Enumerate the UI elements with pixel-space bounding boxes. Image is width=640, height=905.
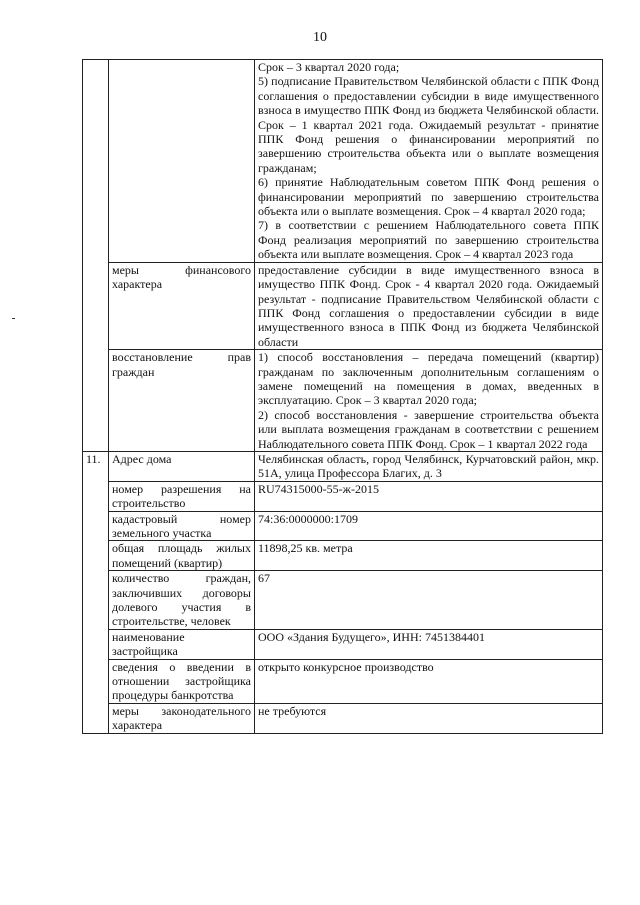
paragraph: 2) способ восстановления - завершение строительства объекта или выплата возмещения гражданам в соответствии с решением Наблюдательного совета ППК Фонд. Срок – 1 квартал 2022 года <box>258 407 599 451</box>
row-value: ООО «Здания Будущего», ИНН: 7451384401 <box>255 629 603 659</box>
row-number-cell <box>83 60 109 452</box>
paragraph: 5) подписание Правительством Челябинской области с ППК Фонд соглашения о предоставлении субсидии в виде имущественного взноса в имущество ППК Фонд из бюджета Челябинской области. Срок – 1 квартал 2021 года. Ожидаемый результат - принятие ППК Фонд решения о финансировании мероприятий по завершению строительства объекта или о выплате возмещения гражданам; <box>258 74 599 175</box>
row-value: открыто конкурсное производство <box>255 659 603 703</box>
paragraph: предоставление субсидии в виде имущественного взноса в имущество ППК Фонд. Срок - 4 квартал 2020 года. Ожидаемый результат - подписание Правительством Челябинской области с ППК Фонд соглашения о предоставлении субсидии в виде имущественного взноса в ППК Фонд из бюджета Челябинской области <box>258 262 599 349</box>
paragraph: 7) в соответствии с решением Наблюдательного совета ППК Фонд реализация мероприятий по завершению строительства объекта или выплате возмещения. Срок – 4 квартал 2023 года <box>258 218 599 262</box>
row-label: меры финансового характера <box>109 262 255 349</box>
project-table <box>82 59 603 734</box>
margin-mark <box>12 318 15 319</box>
paragraph: 1) способ восстановления – передача помещений (квартир) гражданам по заключенным дополнительным соглашениям о замене помещений на помещения в домах, введенных в эксплуатацию. Срок – 3 квартал 2020 года; <box>258 350 599 408</box>
table-row <box>83 262 603 349</box>
row-label: восстановление прав граждан <box>109 350 255 452</box>
row-label: общая площадь жилых помещений (квартир) <box>109 541 255 571</box>
row-value <box>255 60 603 263</box>
table-row <box>83 541 603 571</box>
table-row <box>83 60 603 263</box>
row-value: 67 <box>255 571 603 630</box>
row-value: 74:36:0000000:1709 <box>255 511 603 541</box>
table-row <box>83 350 603 452</box>
row-label: Адрес дома <box>109 451 255 481</box>
table-row <box>83 629 603 659</box>
row-value: не требуются <box>255 703 603 733</box>
table-row <box>83 511 603 541</box>
table-row <box>83 481 603 511</box>
row-label <box>109 60 255 263</box>
paragraph: Срок – 3 квартал 2020 года; <box>258 60 400 74</box>
row-label: количество граждан, заключивших договоры долевого участия в строительстве, человек <box>109 571 255 630</box>
page-number: 10 <box>313 30 327 45</box>
row-label: кадастровый номер земельного участка <box>109 511 255 541</box>
row-value <box>255 350 603 452</box>
table-row <box>83 451 603 481</box>
row-value: Челябинская область, город Челябинск, Курчатовский район, мкр. 51А, улица Профессора Благих, д. 3 <box>255 451 603 481</box>
row-label: номер разрешения на строительство <box>109 481 255 511</box>
paragraph: 6) принятие Наблюдательным советом ППК Фонд решения о финансировании мероприятий по завершению строительства объекта или о выплате возмещения. Срок – 4 квартал 2020 года; <box>258 175 599 219</box>
row-value: 11898,25 кв. метра <box>255 541 603 571</box>
row-number-cell: 11. <box>83 451 109 733</box>
row-value <box>255 262 603 349</box>
table-row <box>83 703 603 733</box>
row-label: меры законодательного характера <box>109 703 255 733</box>
table-row <box>83 659 603 703</box>
row-label: сведения о введении в отношении застройщика процедуры банкротства <box>109 659 255 703</box>
row-value: RU74315000-55-ж-2015 <box>255 481 603 511</box>
row-label: наименование застройщика <box>109 629 255 659</box>
table-row <box>83 571 603 630</box>
